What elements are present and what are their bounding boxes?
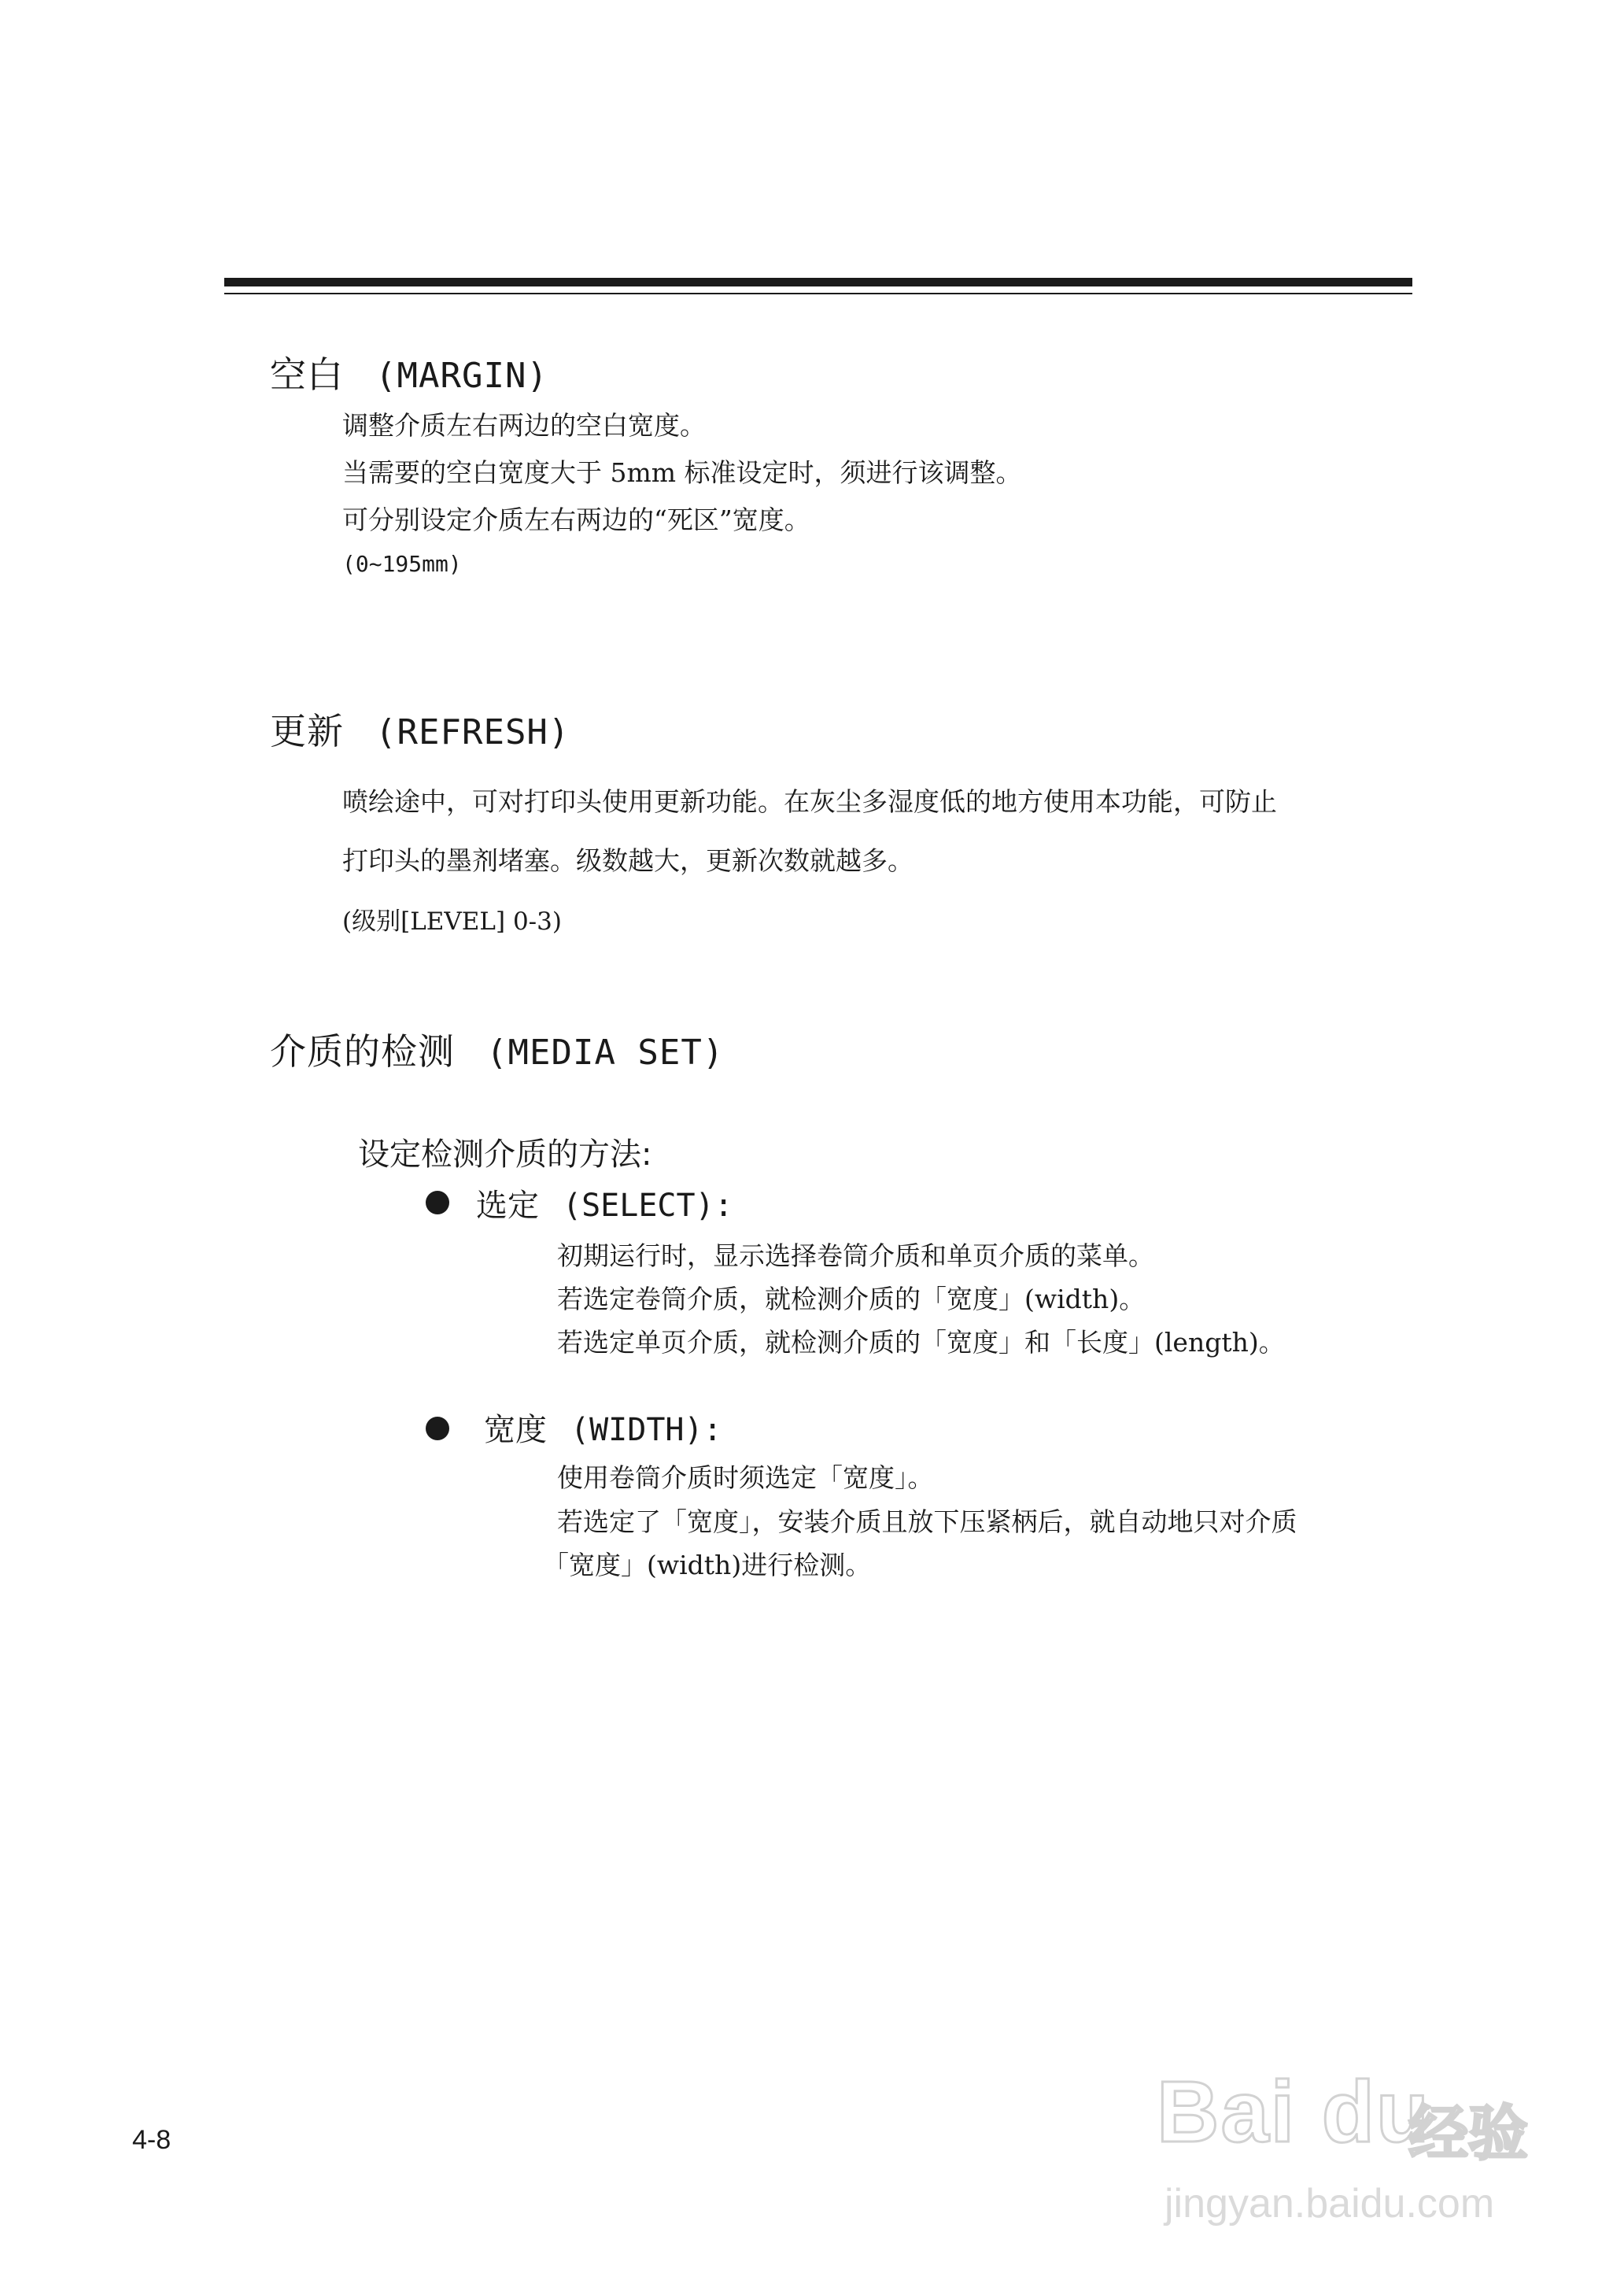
refresh-line-1: 喷绘途中，可对打印头使用更新功能。在灰尘多湿度低的地方使用本功能，可防止: [342, 786, 1277, 817]
margin-title-en: (MARGIN): [375, 356, 548, 396]
refresh-line-2: 打印头的墨剂堵塞。级数越大，更新次数就越多。: [342, 845, 914, 876]
margin-title-cn: 空白: [270, 353, 344, 396]
width-line-1: 使用卷筒介质时须选定「宽度」。: [557, 1462, 934, 1493]
select-title-en: (SELECT):: [563, 1188, 733, 1224]
margin-line-3: 可分别设定介质左右两边的“死区”宽度。: [342, 504, 810, 535]
margin-heading: [270, 346, 548, 398]
media-set-heading: [270, 1023, 724, 1075]
header-rule-thin: [224, 293, 1412, 294]
width-line-3: 「宽度」(width)进行检测。: [543, 1550, 872, 1580]
select-line-3: 若选定单页介质，就检测介质的「宽度」和「长度」(length)。: [557, 1327, 1285, 1358]
width-line-2: 若选定了「宽度」，安装介质且放下压紧柄后，就自动地只对介质: [557, 1506, 1297, 1537]
width-title-cn: 宽度: [484, 1412, 547, 1448]
bullet-dot-select: [426, 1191, 449, 1214]
media-set-subheading: 设定检测介质的方法:: [358, 1136, 652, 1173]
select-title-cn: 选定: [476, 1188, 539, 1224]
refresh-heading: [270, 703, 570, 755]
bullet-dot-width: [426, 1417, 449, 1440]
media-set-title-cn: 介质的检测: [270, 1030, 455, 1073]
width-title-en: (WIDTH):: [570, 1412, 722, 1448]
select-line-1: 初期运行时，显示选择卷筒介质和单页介质的菜单。: [557, 1240, 1154, 1271]
page-number: 4-8: [132, 2125, 172, 2155]
margin-range: (0~195mm): [342, 551, 462, 577]
refresh-range: (级别[LEVEL] 0-3): [342, 907, 562, 936]
select-line-2: 若选定卷筒介质，就检测介质的「宽度」(width)。: [557, 1284, 1146, 1314]
margin-line-1: 调整介质左右两边的空白宽度。: [342, 410, 706, 441]
refresh-title-cn: 更新: [270, 710, 344, 752]
baidu-watermark-cn: 经验: [1408, 2098, 1528, 2168]
baidu-watermark-logo: Bai du: [1157, 2064, 1431, 2160]
media-set-title-en: (MEDIA SET): [486, 1033, 725, 1073]
refresh-title-en: (REFRESH): [375, 712, 570, 752]
select-heading: [476, 1181, 733, 1225]
header-rule-thick: [224, 278, 1412, 286]
width-heading: [484, 1405, 722, 1450]
baidu-watermark-url: jingyan.baidu.com: [1164, 2181, 1495, 2227]
margin-line-2: 当需要的空白宽度大于 5mm 标准设定时，须进行该调整。: [342, 457, 1022, 488]
